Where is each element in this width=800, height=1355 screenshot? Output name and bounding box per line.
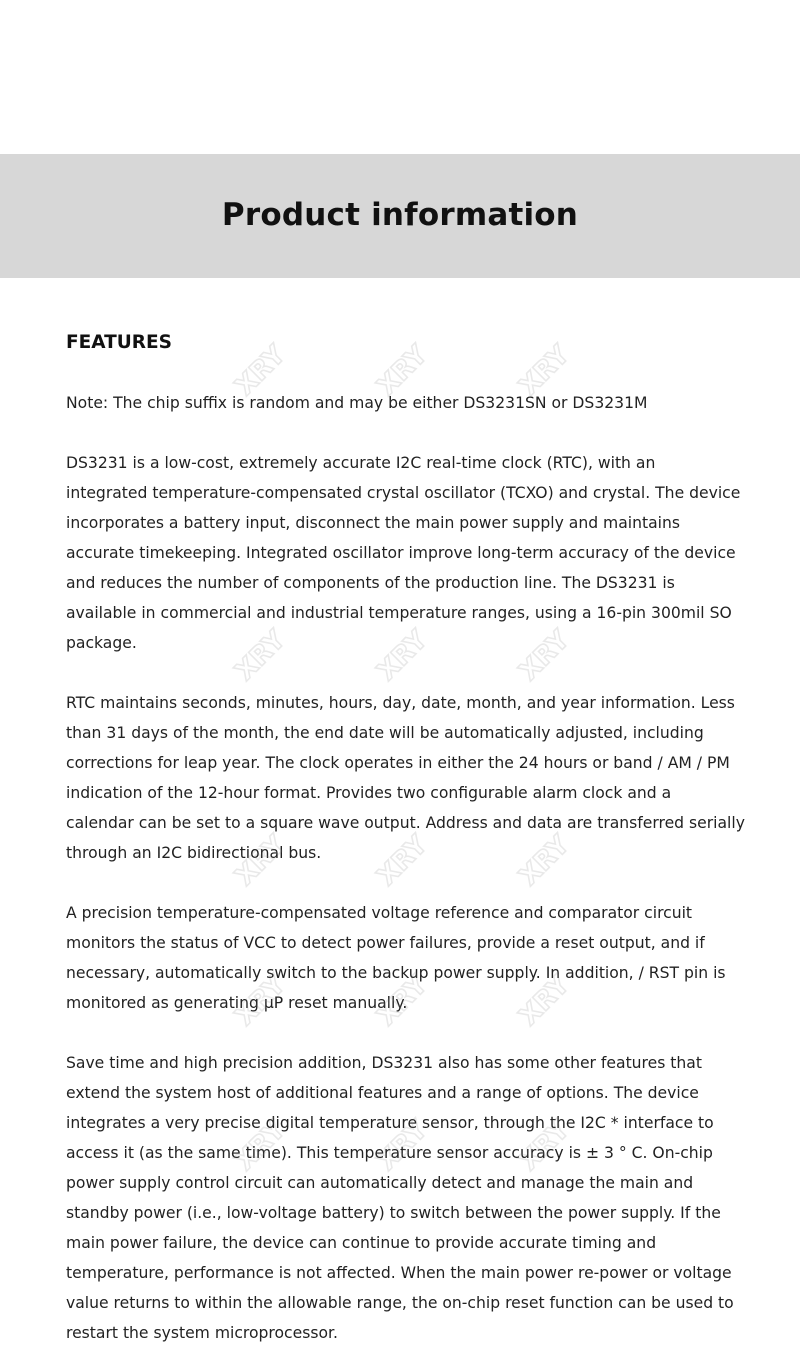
svg-text:XRY: XRY	[371, 1114, 434, 1177]
title-banner	[0, 154, 800, 278]
svg-text:XRY: XRY	[229, 1114, 292, 1177]
svg-text:XRY: XRY	[371, 339, 434, 402]
svg-text:XRY: XRY	[513, 829, 576, 892]
paragraph-rtc: RTC maintains seconds, minutes, hours, day, date, month, and year information. Less than 31 days of the month, the end date will be automatically adjusted, including corrections for leap year. The clock operates in either the 24 hours or band / AM / PM indication of the 12-hour format. Provides two configurable alarm clock and a calendar can be set to a square wave output. Address and data are transferred serially through an I2C bidirectional bus.	[66, 694, 745, 862]
svg-text:XRY: XRY	[229, 969, 292, 1032]
svg-text:XRY: XRY	[229, 829, 292, 892]
svg-text:XRY: XRY	[371, 624, 434, 687]
svg-text:XRY: XRY	[371, 969, 434, 1032]
svg-text:XRY: XRY	[229, 624, 292, 687]
svg-text:XRY: XRY	[513, 339, 576, 402]
svg-text:XRY: XRY	[513, 1114, 576, 1177]
page-title: Product information	[221, 197, 579, 233]
svg-text:XRY: XRY	[229, 339, 292, 402]
svg-text:XRY: XRY	[513, 969, 576, 1032]
features-heading: FEATURES	[66, 332, 173, 353]
svg-text:XRY: XRY	[513, 624, 576, 687]
paragraph-temperature-sensor: Save time and high precision addition, DS3231 also has some other features that extend the system host of additional features and a range of options. The device integrates a very precise digital temperature sensor, through the I2C * interface to access it (as the same time). This temperature sensor accuracy is ± 3 ° C. On-chip power supply control circuit can automatically detect and manage the main and standby power (i.e., low-voltage battery) to switch between the power supply. If the main power failure, the device can continue to provide accurate timing and temperature, performance is not affected. When the main power re-power or voltage value returns to within the allowable range, the on-chip reset function can be used to restart the system microprocessor.	[66, 1054, 734, 1342]
paragraph-voltage-reference: A precision temperature-compensated voltage reference and comparator circuit monitors the status of VCC to detect power failures, provide a reset output, and if necessary, automatically switch to the backup power supply. In addition, / RST pin is monitored as generating µP reset manually.	[66, 904, 726, 1012]
paragraph-overview: DS3231 is a low-cost, extremely accurate I2C real-time clock (RTC), with an integrated temperature-compensated crystal oscillator (TCXO) and crystal. The device incorporates a battery input, disconnect the main power supply and maintains accurate timekeeping. Integrated oscillator improve long-term accuracy of the device and reduces the number of components of the production line. The DS3231 is available in commercial and industrial temperature ranges, using a 16-pin 300mil SO package.	[66, 454, 741, 652]
chip-suffix-note: Note: The chip suffix is random and may be either DS3231SN or DS3231M	[66, 394, 648, 412]
svg-text:XRY: XRY	[371, 829, 434, 892]
features-section	[66, 328, 746, 1348]
